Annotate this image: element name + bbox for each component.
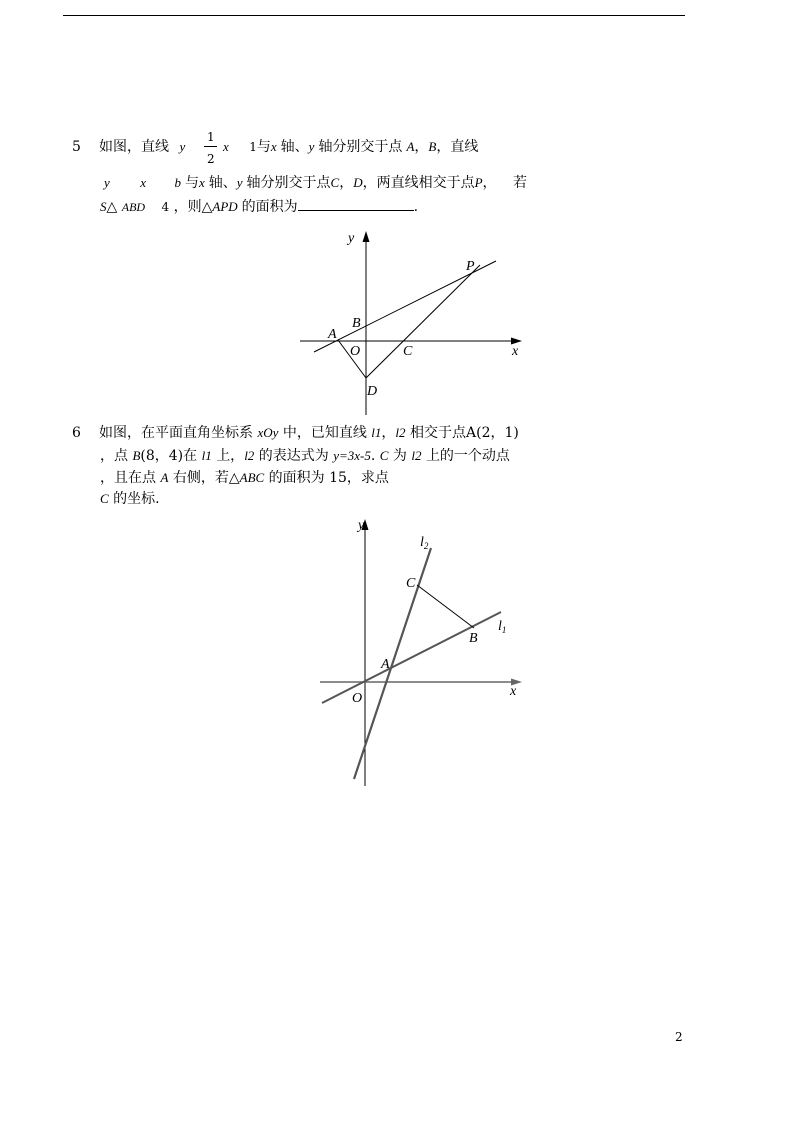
p6-l1-sep: ， [381,425,396,441]
p5-l1-end: ，直线 [436,139,479,155]
p6-l2-coords: (8，4)在 [140,448,198,464]
problem-5-line-1b [223,139,478,155]
p6-label-x: x [510,684,517,699]
p5-l1-B: B [428,139,437,154]
p5-line-AB [314,261,496,352]
header-rule [63,15,685,16]
p6-l1-l1: l1 [371,425,382,440]
p6-line-l1 [322,612,501,703]
p5-l1-tail: 轴分别交于点 [318,139,403,155]
p5-y-arrow [363,231,370,242]
p6-l1-mid: 中，已知直线 [282,425,367,441]
p6-l1-end: 相交于点A(2，1) [410,425,519,441]
p5-l3-S: S [100,199,107,214]
p6-l1-intro: 如图，在平面直角坐标系 [99,425,253,441]
problem-6-figure [310,512,530,792]
p5-l1-A: A [406,139,415,154]
p5-label-y: y [348,231,355,246]
p5-label-B: B [352,316,361,331]
p5-l2-comma: ， [482,175,497,191]
p5-l1-y: y [179,139,186,154]
p5-l2-if: 若 [513,175,527,191]
p6-l3-ABC: ABC [239,470,265,485]
p6-label-l1: $l_1$ [498,619,507,635]
p6-l2-end: 上的一个动点 [425,448,510,464]
p5-l2-end: ，两直线相交于点 [362,175,475,191]
problem-5-line-3 [100,198,418,215]
problem-6-line-1 [99,425,519,441]
p6-l2-C: C [379,448,389,463]
p5-l3-val: 4 [161,200,170,214]
p5-frac-den: 2 [207,152,215,166]
p5-l3-ask: 的面积为 [241,199,298,215]
p6-l2-formula: y=3x-5 [333,448,371,463]
problem-5-number: 5 [72,139,81,155]
p5-l3-APD: APD [212,199,238,214]
p6-l2-l1: l1 [201,448,212,463]
p6-l2-l2b: l2 [411,448,422,463]
p5-l2-x: x [140,175,147,190]
p5-l1-rest: 与 [256,139,271,155]
p5-l1-xaxis: x [270,139,277,154]
p5-l3-period: . [413,199,419,215]
p6-l3-A: A [160,470,169,485]
p5-l1-sep: ， [414,139,429,155]
p5-l2-rest: 与 [184,175,199,191]
p5-l1-yaxis: y [308,139,315,154]
p5-frac-bar [204,146,217,147]
p6-l2-dot: . [370,448,376,464]
p5-l2-y: y [104,175,110,190]
p5-label-x: x [512,344,519,359]
p5-l2-yaxis: y [236,175,243,190]
p6-label-C: C [406,576,416,591]
p6-l1-xOy: xOy [257,425,279,440]
p5-label-D: D [367,384,378,399]
p5-l2-tail: 轴分别交于点 [246,175,331,191]
page-number: 2 [675,1030,683,1044]
p6-l3-start: ，且在点 [100,470,156,486]
p5-frac-num: 1 [207,130,215,144]
p6-l4-end: 的坐标. [113,491,160,507]
p5-l2-xaxis: x [198,175,205,190]
problem-6-line-3 [100,470,389,486]
p6-segment-CB [417,585,474,628]
p6-l2-start: ，点 [100,448,128,464]
p6-label-B: B [469,631,478,646]
p6-l2-mid: 上， [216,448,245,464]
p6-label-l2: $l_2$ [420,535,429,551]
p6-l2-expr: 的表达式为 [258,448,329,464]
p5-label-C: C [403,344,413,359]
p5-l2-mid: 轴、 [208,175,237,191]
p6-l4-C: C [100,491,109,506]
p5-label-P: P [466,259,475,274]
p5-l1-mid: 轴、 [280,139,309,155]
p5-l2-b: b [174,175,181,190]
p5-l3-tri: △ [106,199,118,215]
p6-label-y: y [358,518,365,533]
p6-label-O: O [352,691,363,706]
p6-l2-l2: l2 [244,448,255,463]
p5-l2-sep: ， [339,175,354,191]
problem-6-number: 6 [72,425,81,441]
problem-6-line-2 [100,448,510,464]
p5-label-O: O [350,344,361,359]
problem-5-figure [290,225,530,420]
p6-l2-tail: 为 [392,448,407,464]
p5-l1-x: x [223,139,229,154]
p6-l2-B: B [132,448,141,463]
p5-label-A: A [328,327,337,342]
p5-l2-C: C [330,175,340,190]
p5-answer-blank [298,198,414,211]
p5-l3-then: ，则△ [173,199,213,215]
p5-l1-const: 1 [249,140,257,154]
p5-l3-ABD: ABD [121,200,146,214]
p5-l2-D: D [353,175,363,190]
problem-5-line-1 [99,139,185,155]
problem-5-line-2 [104,175,497,191]
p6-l3-mid: 右侧，若△ [172,470,240,486]
p6-l1-l2: l2 [395,425,406,440]
p6-l3-end: 的面积为 15，求点 [268,470,389,486]
problem-6-line-4 [100,491,160,507]
p6-line-l2 [354,548,431,779]
p5-l1-intro: 如图，直线 [99,139,169,155]
p6-label-A: A [381,657,390,672]
p5-line-CD [366,265,480,378]
p5-l2-P: P [474,175,483,190]
